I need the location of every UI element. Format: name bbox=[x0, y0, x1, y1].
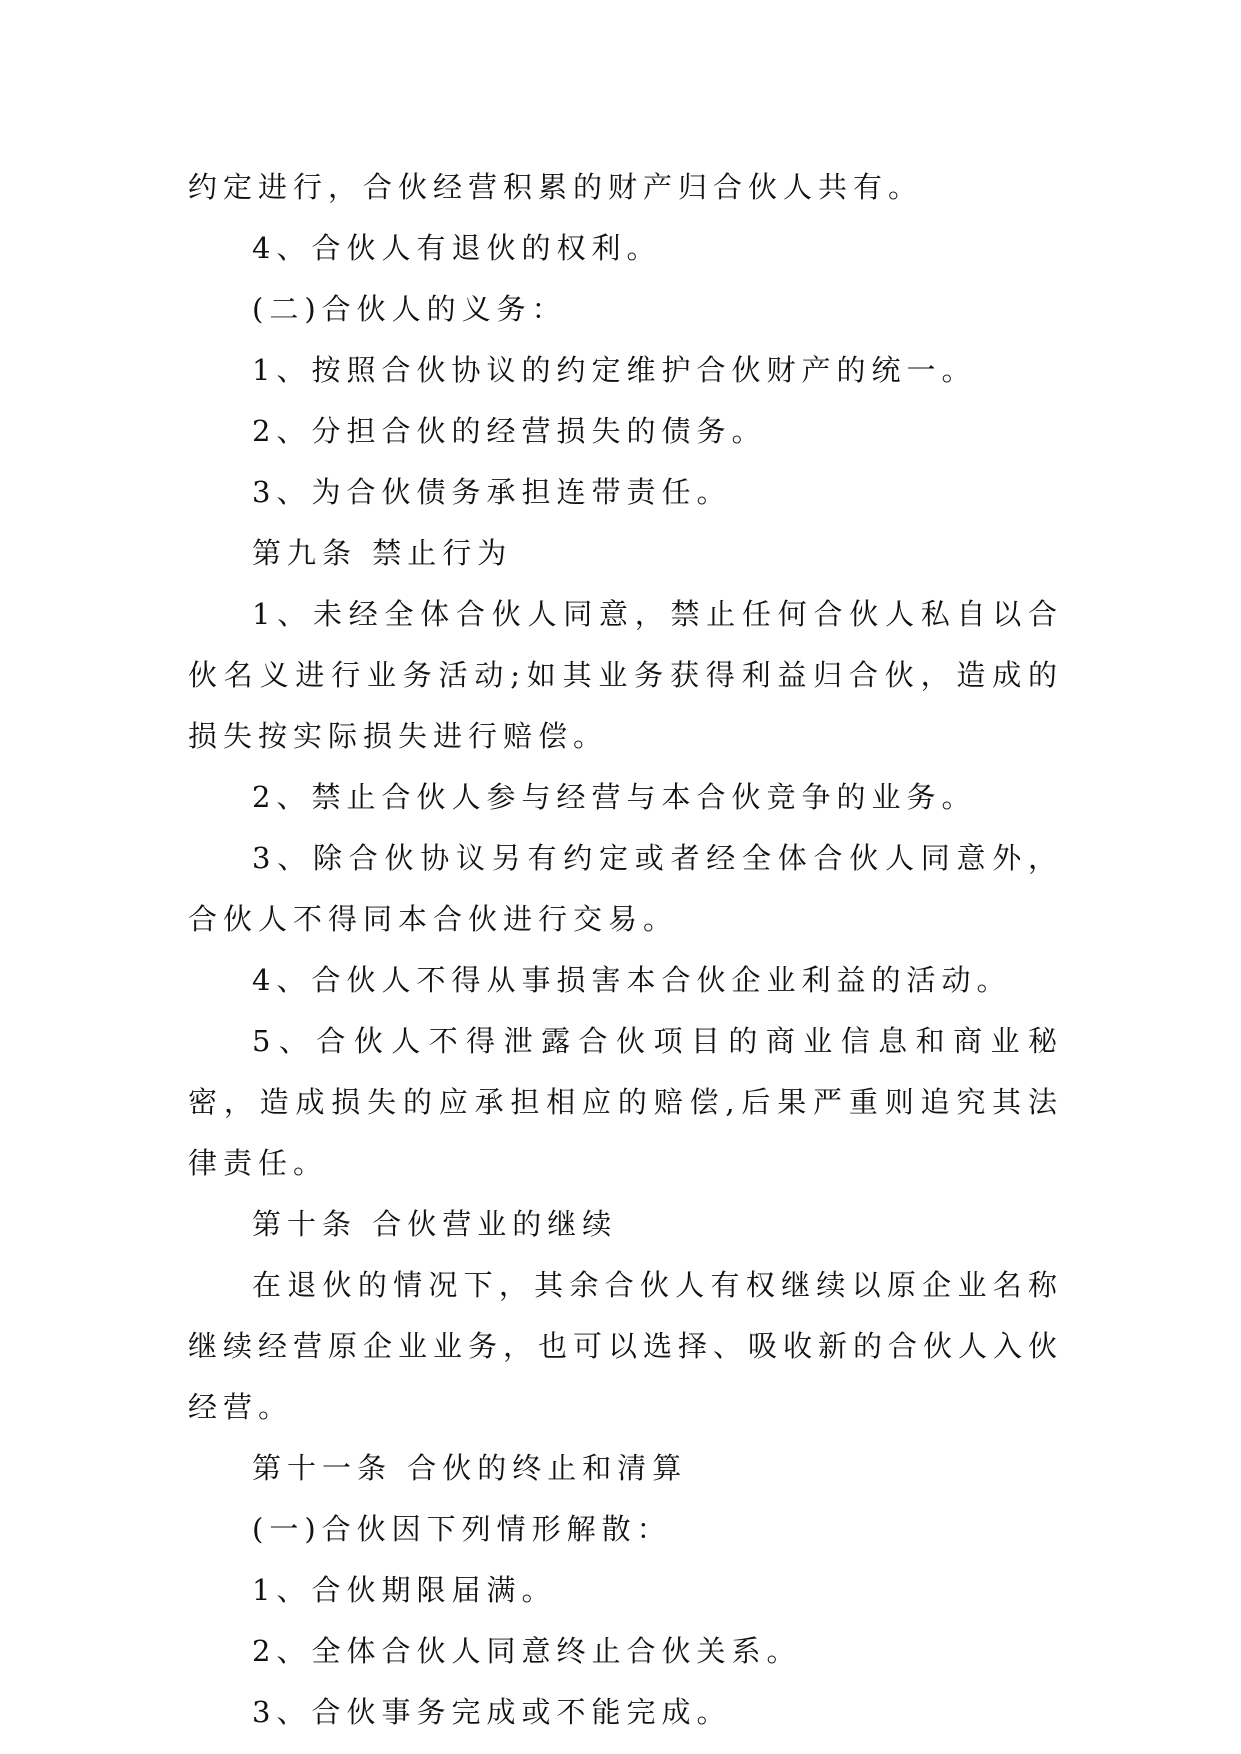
paragraph-prohibition-item-2: 2、禁止合伙人参与经营与本合伙竞争的业务。 bbox=[252, 780, 977, 814]
paragraph-prohibition-item-3: 3、除合伙协议另有约定或者经全体合伙人同意外，合伙人不得同本合伙进行交易。 bbox=[188, 841, 1063, 936]
paragraph-dissolution-item-1: 1、合伙期限届满。 bbox=[252, 1573, 557, 1607]
paragraph-continuation: 约定进行，合伙经营积累的财产归合伙人共有。 bbox=[188, 170, 924, 204]
paragraph-obligations-heading: (二)合伙人的义务： bbox=[252, 292, 567, 326]
paragraph-obligation-item-3: 3、为合伙债务承担连带责任。 bbox=[252, 475, 732, 509]
paragraph-prohibition-item-1: 1、未经全体合伙人同意，禁止任何合伙人私自以合伙名义进行业务活动;如其业务获得利益归合伙，造成的损失按实际损失进行赔偿。 bbox=[188, 597, 1063, 753]
paragraph-obligation-item-2: 2、分担合伙的经营损失的债务。 bbox=[252, 414, 767, 448]
paragraph-prohibition-item-5: 5、合伙人不得泄露合伙项目的商业信息和商业秘密，造成损失的应承担相应的赔偿,后果严重则追究其法律责任。 bbox=[188, 1024, 1063, 1180]
paragraph-obligation-item-1: 1、按照合伙协议的约定维护合伙财产的统一。 bbox=[252, 353, 977, 387]
paragraph-dissolution-item-2: 2、全体合伙人同意终止合伙关系。 bbox=[252, 1634, 802, 1668]
paragraph-right-item-4: 4、合伙人有退伙的权利。 bbox=[252, 231, 662, 265]
article-10-heading: 第十条 合伙营业的继续 bbox=[252, 1207, 618, 1241]
paragraph-continuation-clause: 在退伙的情况下，其余合伙人有权继续以原企业名称继续经营原企业业务，也可以选择、吸收新的合伙人入伙经营。 bbox=[188, 1268, 1064, 1424]
paragraph-dissolution-item-3: 3、合伙事务完成或不能完成。 bbox=[252, 1695, 732, 1729]
article-9-heading: 第九条 禁止行为 bbox=[252, 536, 513, 570]
paragraph-dissolution-heading: (一)合伙因下列情形解散： bbox=[252, 1512, 672, 1546]
document-body bbox=[188, 157, 1063, 1743]
article-11-heading: 第十一条 合伙的终止和清算 bbox=[252, 1451, 688, 1485]
paragraph-prohibition-item-4: 4、合伙人不得从事损害本合伙企业利益的活动。 bbox=[252, 963, 1012, 997]
